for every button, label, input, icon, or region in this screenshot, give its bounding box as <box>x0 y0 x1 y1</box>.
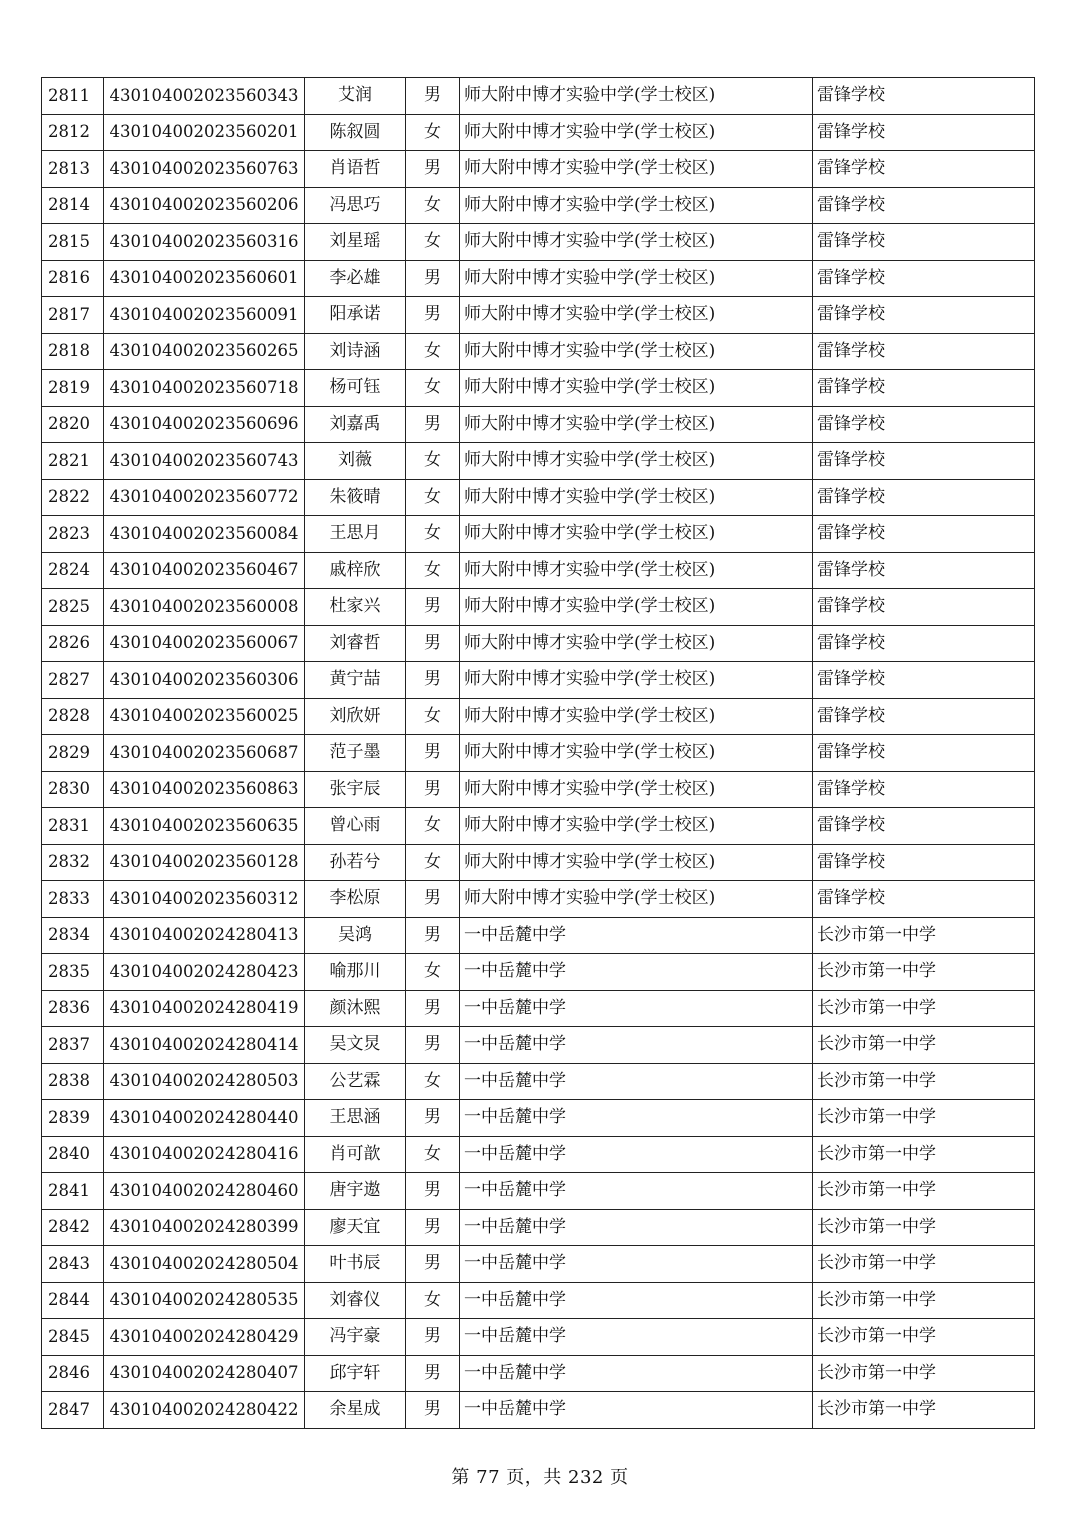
student-id-cell: 430104002024280423 <box>104 954 305 991</box>
serial-number-cell: 2840 <box>42 1136 104 1173</box>
gender-cell: 女 <box>406 224 460 261</box>
origin-school-cell: 雷锋学校 <box>813 662 1035 699</box>
origin-school-cell: 雷锋学校 <box>813 516 1035 553</box>
admitted-school-cell: 师大附中博才实验中学(学士校区) <box>460 151 813 188</box>
student-name-cell: 艾润 <box>305 78 406 115</box>
admitted-school-cell: 一中岳麓中学 <box>460 990 813 1027</box>
serial-number-cell: 2812 <box>42 114 104 151</box>
origin-school-cell: 长沙市第一中学 <box>813 1063 1035 1100</box>
student-name-cell: 刘诗涵 <box>305 333 406 370</box>
gender-cell: 男 <box>406 406 460 443</box>
table-row <box>42 1027 1035 1064</box>
gender-cell: 男 <box>406 881 460 918</box>
student-name-cell: 余星成 <box>305 1392 406 1429</box>
admitted-school-cell: 师大附中博才实验中学(学士校区) <box>460 443 813 480</box>
admitted-school-cell: 一中岳麓中学 <box>460 1100 813 1137</box>
admitted-school-cell: 一中岳麓中学 <box>460 1392 813 1429</box>
table-row <box>42 771 1035 808</box>
table-row <box>42 954 1035 991</box>
student-name-cell: 叶书辰 <box>305 1246 406 1283</box>
table-row <box>42 1209 1035 1246</box>
gender-cell: 女 <box>406 333 460 370</box>
student-name-cell: 颜沐熙 <box>305 990 406 1027</box>
serial-number-cell: 2813 <box>42 151 104 188</box>
table-row <box>42 406 1035 443</box>
student-name-cell: 吴文炅 <box>305 1027 406 1064</box>
table-row <box>42 917 1035 954</box>
student-name-cell: 阳承诺 <box>305 297 406 334</box>
serial-number-cell: 2846 <box>42 1355 104 1392</box>
student-id-cell: 430104002023560306 <box>104 662 305 699</box>
student-name-cell: 曾心雨 <box>305 808 406 845</box>
student-id-cell: 430104002023560863 <box>104 771 305 808</box>
origin-school-cell: 雷锋学校 <box>813 406 1035 443</box>
gender-cell: 女 <box>406 698 460 735</box>
serial-number-cell: 2842 <box>42 1209 104 1246</box>
admitted-school-cell: 师大附中博才实验中学(学士校区) <box>460 735 813 772</box>
origin-school-cell: 长沙市第一中学 <box>813 917 1035 954</box>
gender-cell: 男 <box>406 1319 460 1356</box>
admitted-school-cell: 师大附中博才实验中学(学士校区) <box>460 114 813 151</box>
admitted-school-cell: 一中岳麓中学 <box>460 1173 813 1210</box>
origin-school-cell: 雷锋学校 <box>813 735 1035 772</box>
student-name-cell: 唐宇遨 <box>305 1173 406 1210</box>
gender-cell: 男 <box>406 625 460 662</box>
table-row <box>42 844 1035 881</box>
admitted-school-cell: 师大附中博才实验中学(学士校区) <box>460 662 813 699</box>
serial-number-cell: 2828 <box>42 698 104 735</box>
origin-school-cell: 雷锋学校 <box>813 589 1035 626</box>
student-id-cell: 430104002023560008 <box>104 589 305 626</box>
origin-school-cell: 长沙市第一中学 <box>813 1355 1035 1392</box>
student-id-cell: 430104002023560067 <box>104 625 305 662</box>
student-id-cell: 430104002023560743 <box>104 443 305 480</box>
origin-school-cell: 雷锋学校 <box>813 224 1035 261</box>
admitted-school-cell: 一中岳麓中学 <box>460 1136 813 1173</box>
table-row <box>42 224 1035 261</box>
roster-body <box>42 78 1035 1429</box>
student-name-cell: 李松原 <box>305 881 406 918</box>
gender-cell: 男 <box>406 1355 460 1392</box>
table-row <box>42 114 1035 151</box>
origin-school-cell: 长沙市第一中学 <box>813 1136 1035 1173</box>
admitted-school-cell: 师大附中博才实验中学(学士校区) <box>460 260 813 297</box>
gender-cell: 男 <box>406 1246 460 1283</box>
table-row <box>42 78 1035 115</box>
student-id-cell: 430104002024280503 <box>104 1063 305 1100</box>
student-id-cell: 430104002024280504 <box>104 1246 305 1283</box>
student-name-cell: 陈叙圆 <box>305 114 406 151</box>
student-id-cell: 430104002023560687 <box>104 735 305 772</box>
gender-cell: 女 <box>406 1282 460 1319</box>
gender-cell: 男 <box>406 1209 460 1246</box>
student-name-cell: 刘星瑶 <box>305 224 406 261</box>
student-id-cell: 430104002023560265 <box>104 333 305 370</box>
origin-school-cell: 雷锋学校 <box>813 443 1035 480</box>
origin-school-cell: 雷锋学校 <box>813 881 1035 918</box>
gender-cell: 女 <box>406 516 460 553</box>
serial-number-cell: 2815 <box>42 224 104 261</box>
gender-cell: 男 <box>406 990 460 1027</box>
origin-school-cell: 雷锋学校 <box>813 625 1035 662</box>
origin-school-cell: 雷锋学校 <box>813 260 1035 297</box>
serial-number-cell: 2845 <box>42 1319 104 1356</box>
origin-school-cell: 长沙市第一中学 <box>813 1027 1035 1064</box>
table-row <box>42 479 1035 516</box>
admitted-school-cell: 师大附中博才实验中学(学士校区) <box>460 187 813 224</box>
gender-cell: 女 <box>406 1136 460 1173</box>
table-row <box>42 151 1035 188</box>
origin-school-cell: 雷锋学校 <box>813 808 1035 845</box>
student-id-cell: 430104002024280535 <box>104 1282 305 1319</box>
student-name-cell: 刘欣妍 <box>305 698 406 735</box>
student-id-cell: 430104002024280429 <box>104 1319 305 1356</box>
admitted-school-cell: 一中岳麓中学 <box>460 954 813 991</box>
serial-number-cell: 2825 <box>42 589 104 626</box>
admitted-school-cell: 师大附中博才实验中学(学士校区) <box>460 406 813 443</box>
student-id-cell: 430104002024280414 <box>104 1027 305 1064</box>
origin-school-cell: 长沙市第一中学 <box>813 1319 1035 1356</box>
origin-school-cell: 雷锋学校 <box>813 187 1035 224</box>
admitted-school-cell: 师大附中博才实验中学(学士校区) <box>460 771 813 808</box>
student-roster-table <box>41 77 1035 1429</box>
gender-cell: 男 <box>406 917 460 954</box>
student-name-cell: 王思月 <box>305 516 406 553</box>
serial-number-cell: 2814 <box>42 187 104 224</box>
student-name-cell: 冯思巧 <box>305 187 406 224</box>
student-name-cell: 杨可钰 <box>305 370 406 407</box>
table-row <box>42 370 1035 407</box>
table-row <box>42 333 1035 370</box>
student-name-cell: 刘嘉禹 <box>305 406 406 443</box>
serial-number-cell: 2839 <box>42 1100 104 1137</box>
gender-cell: 男 <box>406 1392 460 1429</box>
serial-number-cell: 2816 <box>42 260 104 297</box>
serial-number-cell: 2818 <box>42 333 104 370</box>
gender-cell: 女 <box>406 370 460 407</box>
table-row <box>42 187 1035 224</box>
serial-number-cell: 2833 <box>42 881 104 918</box>
table-row <box>42 516 1035 553</box>
table-row <box>42 1355 1035 1392</box>
gender-cell: 女 <box>406 954 460 991</box>
student-name-cell: 戚梓欣 <box>305 552 406 589</box>
student-name-cell: 杜家兴 <box>305 589 406 626</box>
admitted-school-cell: 一中岳麓中学 <box>460 1355 813 1392</box>
origin-school-cell: 雷锋学校 <box>813 698 1035 735</box>
student-id-cell: 430104002023560312 <box>104 881 305 918</box>
gender-cell: 男 <box>406 1173 460 1210</box>
student-id-cell: 430104002023560601 <box>104 260 305 297</box>
gender-cell: 男 <box>406 297 460 334</box>
serial-number-cell: 2837 <box>42 1027 104 1064</box>
gender-cell: 男 <box>406 735 460 772</box>
table-row <box>42 589 1035 626</box>
gender-cell: 女 <box>406 187 460 224</box>
origin-school-cell: 长沙市第一中学 <box>813 1100 1035 1137</box>
admitted-school-cell: 师大附中博才实验中学(学士校区) <box>460 808 813 845</box>
student-id-cell: 430104002023560091 <box>104 297 305 334</box>
serial-number-cell: 2831 <box>42 808 104 845</box>
serial-number-cell: 2844 <box>42 1282 104 1319</box>
student-name-cell: 刘薇 <box>305 443 406 480</box>
serial-number-cell: 2832 <box>42 844 104 881</box>
origin-school-cell: 雷锋学校 <box>813 114 1035 151</box>
student-id-cell: 430104002024280413 <box>104 917 305 954</box>
admitted-school-cell: 师大附中博才实验中学(学士校区) <box>460 479 813 516</box>
serial-number-cell: 2820 <box>42 406 104 443</box>
gender-cell: 男 <box>406 589 460 626</box>
admitted-school-cell: 师大附中博才实验中学(学士校区) <box>460 333 813 370</box>
student-id-cell: 430104002023560025 <box>104 698 305 735</box>
page-number-footer: 第 77 页，共 232 页 <box>451 1467 629 1488</box>
gender-cell: 男 <box>406 662 460 699</box>
student-name-cell: 肖语哲 <box>305 151 406 188</box>
admitted-school-cell: 一中岳麓中学 <box>460 1063 813 1100</box>
serial-number-cell: 2819 <box>42 370 104 407</box>
table-row <box>42 552 1035 589</box>
admitted-school-cell: 一中岳麓中学 <box>460 1246 813 1283</box>
serial-number-cell: 2834 <box>42 917 104 954</box>
origin-school-cell: 长沙市第一中学 <box>813 1392 1035 1429</box>
origin-school-cell: 雷锋学校 <box>813 552 1035 589</box>
student-id-cell: 430104002023560343 <box>104 78 305 115</box>
serial-number-cell: 2838 <box>42 1063 104 1100</box>
serial-number-cell: 2821 <box>42 443 104 480</box>
origin-school-cell: 长沙市第一中学 <box>813 990 1035 1027</box>
origin-school-cell: 长沙市第一中学 <box>813 1246 1035 1283</box>
student-id-cell: 430104002024280422 <box>104 1392 305 1429</box>
student-name-cell: 刘睿哲 <box>305 625 406 662</box>
student-id-cell: 430104002024280416 <box>104 1136 305 1173</box>
admitted-school-cell: 一中岳麓中学 <box>460 1027 813 1064</box>
origin-school-cell: 长沙市第一中学 <box>813 1282 1035 1319</box>
admitted-school-cell: 师大附中博才实验中学(学士校区) <box>460 698 813 735</box>
admitted-school-cell: 师大附中博才实验中学(学士校区) <box>460 370 813 407</box>
table-row <box>42 443 1035 480</box>
student-id-cell: 430104002024280440 <box>104 1100 305 1137</box>
serial-number-cell: 2827 <box>42 662 104 699</box>
student-id-cell: 430104002023560763 <box>104 151 305 188</box>
gender-cell: 女 <box>406 844 460 881</box>
admitted-school-cell: 师大附中博才实验中学(学士校区) <box>460 224 813 261</box>
student-name-cell: 王思涵 <box>305 1100 406 1137</box>
student-id-cell: 430104002024280407 <box>104 1355 305 1392</box>
student-id-cell: 430104002023560467 <box>104 552 305 589</box>
table-row <box>42 1282 1035 1319</box>
student-id-cell: 430104002023560128 <box>104 844 305 881</box>
admitted-school-cell: 师大附中博才实验中学(学士校区) <box>460 844 813 881</box>
admitted-school-cell: 师大附中博才实验中学(学士校区) <box>460 552 813 589</box>
serial-number-cell: 2829 <box>42 735 104 772</box>
student-id-cell: 430104002023560772 <box>104 479 305 516</box>
student-name-cell: 李必雄 <box>305 260 406 297</box>
admitted-school-cell: 师大附中博才实验中学(学士校区) <box>460 881 813 918</box>
origin-school-cell: 长沙市第一中学 <box>813 1209 1035 1246</box>
gender-cell: 男 <box>406 260 460 297</box>
gender-cell: 女 <box>406 443 460 480</box>
serial-number-cell: 2843 <box>42 1246 104 1283</box>
table-row <box>42 1392 1035 1429</box>
gender-cell: 男 <box>406 1100 460 1137</box>
table-row <box>42 698 1035 735</box>
serial-number-cell: 2847 <box>42 1392 104 1429</box>
student-id-cell: 430104002024280399 <box>104 1209 305 1246</box>
admitted-school-cell: 一中岳麓中学 <box>460 1282 813 1319</box>
origin-school-cell: 雷锋学校 <box>813 333 1035 370</box>
student-name-cell: 朱筱晴 <box>305 479 406 516</box>
gender-cell: 男 <box>406 151 460 188</box>
table-row <box>42 625 1035 662</box>
gender-cell: 女 <box>406 808 460 845</box>
origin-school-cell: 长沙市第一中学 <box>813 954 1035 991</box>
student-id-cell: 430104002023560316 <box>104 224 305 261</box>
serial-number-cell: 2811 <box>42 78 104 115</box>
student-name-cell: 廖天宜 <box>305 1209 406 1246</box>
serial-number-cell: 2836 <box>42 990 104 1027</box>
table-row <box>42 1173 1035 1210</box>
table-row <box>42 1100 1035 1137</box>
student-name-cell: 肖可歆 <box>305 1136 406 1173</box>
origin-school-cell: 雷锋学校 <box>813 370 1035 407</box>
table-row <box>42 735 1035 772</box>
origin-school-cell: 雷锋学校 <box>813 151 1035 188</box>
admitted-school-cell: 一中岳麓中学 <box>460 1319 813 1356</box>
table-row <box>42 881 1035 918</box>
admitted-school-cell: 师大附中博才实验中学(学士校区) <box>460 589 813 626</box>
gender-cell: 男 <box>406 1027 460 1064</box>
student-name-cell: 公艺霖 <box>305 1063 406 1100</box>
table-row <box>42 662 1035 699</box>
table-row <box>42 1246 1035 1283</box>
student-name-cell: 张宇辰 <box>305 771 406 808</box>
origin-school-cell: 雷锋学校 <box>813 297 1035 334</box>
table-row <box>42 260 1035 297</box>
student-id-cell: 430104002024280460 <box>104 1173 305 1210</box>
student-name-cell: 冯宇豪 <box>305 1319 406 1356</box>
serial-number-cell: 2817 <box>42 297 104 334</box>
serial-number-cell: 2823 <box>42 516 104 553</box>
student-name-cell: 黄宁喆 <box>305 662 406 699</box>
origin-school-cell: 雷锋学校 <box>813 844 1035 881</box>
student-id-cell: 430104002023560696 <box>104 406 305 443</box>
serial-number-cell: 2841 <box>42 1173 104 1210</box>
student-name-cell: 吴鸿 <box>305 917 406 954</box>
table-row <box>42 808 1035 845</box>
gender-cell: 男 <box>406 78 460 115</box>
gender-cell: 女 <box>406 1063 460 1100</box>
student-name-cell: 刘睿仪 <box>305 1282 406 1319</box>
student-id-cell: 430104002023560201 <box>104 114 305 151</box>
serial-number-cell: 2822 <box>42 479 104 516</box>
serial-number-cell: 2826 <box>42 625 104 662</box>
admitted-school-cell: 师大附中博才实验中学(学士校区) <box>460 625 813 662</box>
student-name-cell: 孙若兮 <box>305 844 406 881</box>
gender-cell: 女 <box>406 114 460 151</box>
origin-school-cell: 雷锋学校 <box>813 78 1035 115</box>
admitted-school-cell: 师大附中博才实验中学(学士校区) <box>460 297 813 334</box>
origin-school-cell: 长沙市第一中学 <box>813 1173 1035 1210</box>
table-row <box>42 1063 1035 1100</box>
student-name-cell: 喻那川 <box>305 954 406 991</box>
origin-school-cell: 雷锋学校 <box>813 771 1035 808</box>
table-row <box>42 1319 1035 1356</box>
student-name-cell: 邱宇轩 <box>305 1355 406 1392</box>
student-id-cell: 430104002023560635 <box>104 808 305 845</box>
student-id-cell: 430104002023560084 <box>104 516 305 553</box>
student-id-cell: 430104002024280419 <box>104 990 305 1027</box>
gender-cell: 女 <box>406 552 460 589</box>
serial-number-cell: 2835 <box>42 954 104 991</box>
gender-cell: 男 <box>406 771 460 808</box>
admitted-school-cell: 师大附中博才实验中学(学士校区) <box>460 78 813 115</box>
serial-number-cell: 2824 <box>42 552 104 589</box>
admitted-school-cell: 一中岳麓中学 <box>460 1209 813 1246</box>
origin-school-cell: 雷锋学校 <box>813 479 1035 516</box>
admitted-school-cell: 师大附中博才实验中学(学士校区) <box>460 516 813 553</box>
serial-number-cell: 2830 <box>42 771 104 808</box>
student-name-cell: 范子墨 <box>305 735 406 772</box>
table-row <box>42 297 1035 334</box>
gender-cell: 女 <box>406 479 460 516</box>
table-row <box>42 990 1035 1027</box>
student-id-cell: 430104002023560718 <box>104 370 305 407</box>
admitted-school-cell: 一中岳麓中学 <box>460 917 813 954</box>
student-id-cell: 430104002023560206 <box>104 187 305 224</box>
table-row <box>42 1136 1035 1173</box>
